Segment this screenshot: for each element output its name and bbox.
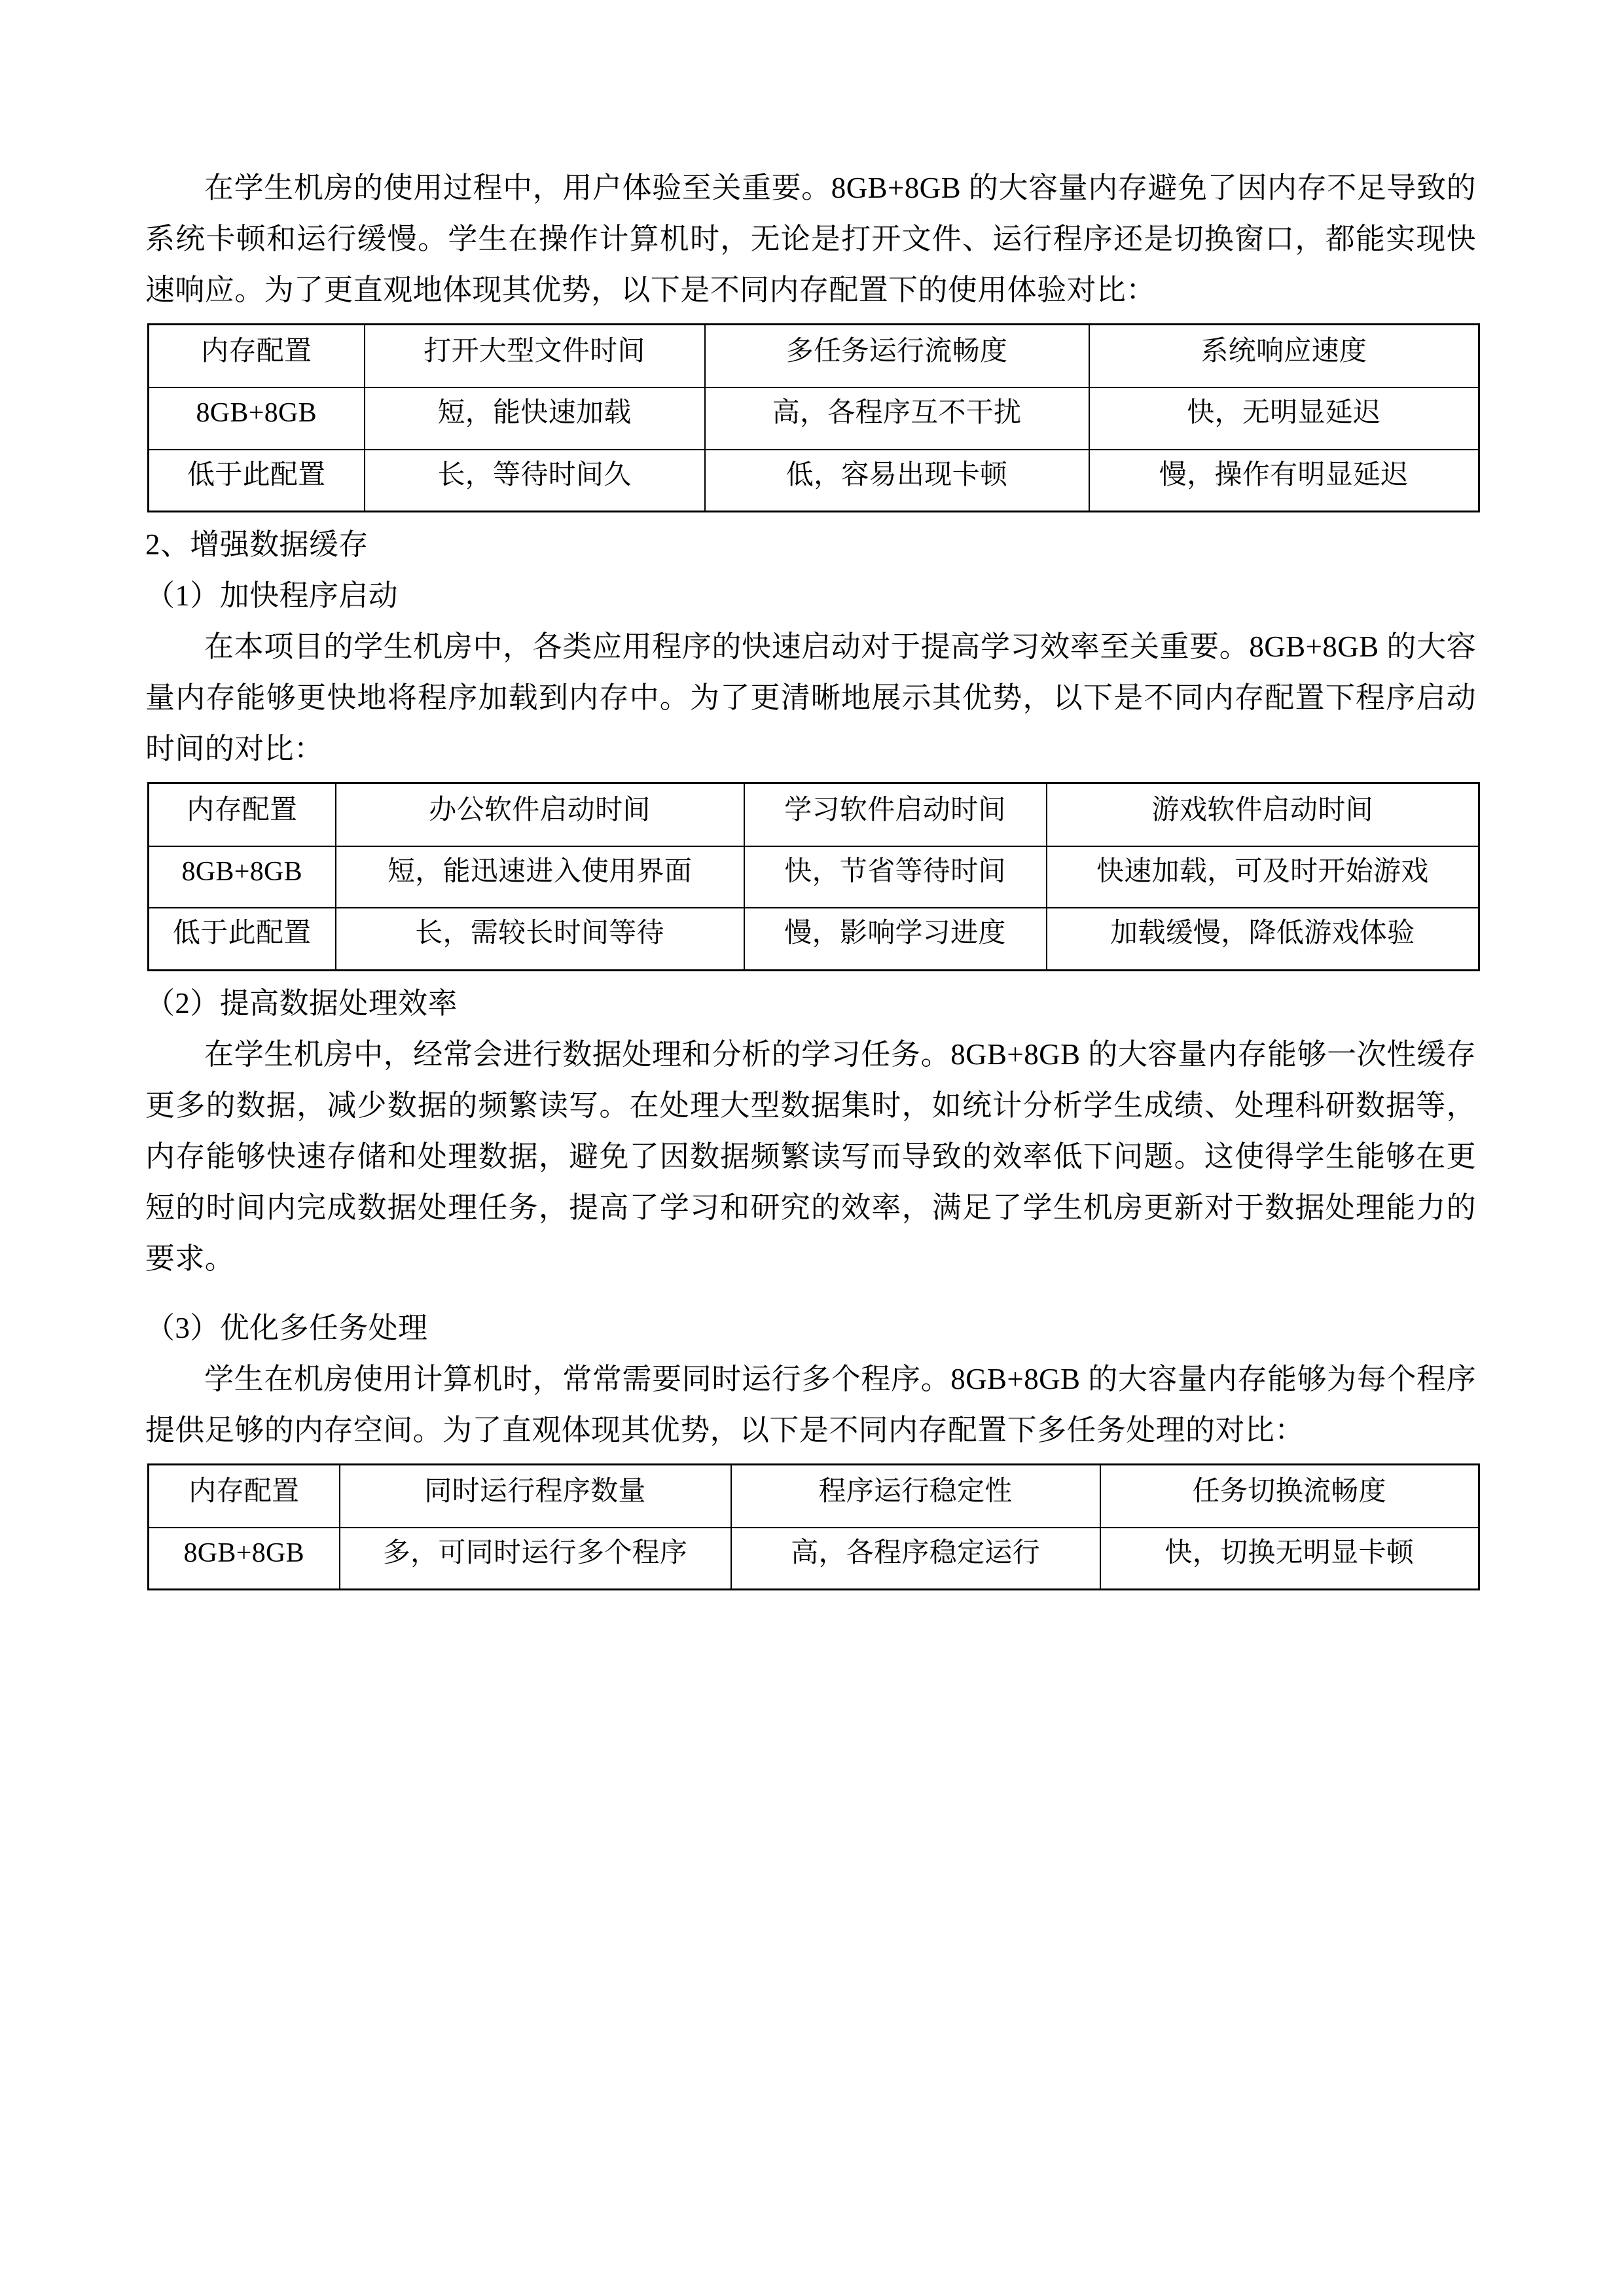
- table-cell: 低于此配置: [149, 908, 336, 970]
- spacer: [145, 1285, 1476, 1302]
- paragraph-user-experience: 在学生机房的使用过程中，用户体验至关重要。8GB+8GB 的大容量内存避免了因内存不足导致的系统卡顿和运行缓慢。学生在操作计算机时，无论是打开文件、运行程序还是切换窗口，都能实现快速响应。为了更直观地体现其优势，以下是不同内存配置下的使用体验对比：: [145, 171, 1476, 306]
- table-row: [149, 450, 1479, 512]
- table-cell: 高，各程序稳定运行: [731, 1528, 1100, 1590]
- heading-enhance-data-cache: 2、增强数据缓存: [145, 528, 369, 561]
- table-header-cell: 同时运行程序数量: [340, 1464, 731, 1528]
- table-cell: 长，等待时间久: [365, 450, 705, 512]
- spacer: [145, 1457, 1476, 1463]
- spacer: [145, 776, 1476, 782]
- spacer: [145, 512, 1476, 519]
- table-row: [149, 846, 1479, 908]
- table-cell: 8GB+8GB: [149, 846, 336, 908]
- table-cell: 慢，影响学习进度: [744, 908, 1047, 970]
- table-cell: 快，节省等待时间: [744, 846, 1047, 908]
- table-row: [149, 387, 1479, 449]
- table-program-launch-time-comparison: [147, 782, 1480, 971]
- table-header-cell: 打开大型文件时间: [365, 325, 705, 388]
- table-cell: 加载缓慢，降低游戏体验: [1047, 908, 1479, 970]
- table-multitasking-comparison: [147, 1463, 1480, 1591]
- table-usage-experience-comparison: [147, 323, 1480, 512]
- table-cell: 高，各程序互不干扰: [705, 387, 1089, 449]
- table-header-row: [149, 325, 1479, 388]
- table-cell: 短，能迅速进入使用界面: [336, 846, 744, 908]
- table-header-cell: 游戏软件启动时间: [1047, 783, 1479, 846]
- table-cell: 长，需较长时间等待: [336, 908, 744, 970]
- table-cell: 快速加载，可及时开始游戏: [1047, 846, 1479, 908]
- paragraph-data-processing: 在学生机房中，经常会进行数据处理和分析的学习任务。8GB+8GB 的大容量内存能够一次性缓存更多的数据，减少数据的频繁读写。在处理大型数据集时，如统计分析学生成绩、处理科研数据等，内存能够快速存储和处理数据，避免了因数据频繁读写而导致的效率低下问题。这使得学生能够在更短的时间内完成数据处理任务，提高了学习和研究的效率，满足了学生机房更新对于数据处理能力的要求。: [145, 1037, 1476, 1275]
- table-cell: 快，切换无明显卡顿: [1100, 1528, 1479, 1590]
- table-header-cell: 任务切换流畅度: [1100, 1464, 1479, 1528]
- table-cell: 低于此配置: [149, 450, 365, 512]
- table-header-cell: 内存配置: [149, 783, 336, 846]
- table-cell: 8GB+8GB: [149, 387, 365, 449]
- table-row: [149, 1528, 1479, 1590]
- table-cell: 低，容易出现卡顿: [705, 450, 1089, 512]
- paragraph-multitasking: 学生在机房使用计算机时，常常需要同时运行多个程序。8GB+8GB 的大容量内存能够为每个程序提供足够的内存空间。为了直观体现其优势，以下是不同内存配置下多任务处理的对比：: [145, 1362, 1476, 1446]
- table-row: [149, 908, 1479, 970]
- table-header-cell: 内存配置: [149, 1464, 340, 1528]
- heading-optimize-multitasking: （3）优化多任务处理: [145, 1311, 428, 1344]
- table-cell: 多，可同时运行多个程序: [340, 1528, 731, 1590]
- table-header-row: [149, 783, 1479, 846]
- table-header-cell: 学习软件启动时间: [744, 783, 1047, 846]
- table-header-cell: 办公软件启动时间: [336, 783, 744, 846]
- table-cell: 慢，操作有明显延迟: [1089, 450, 1479, 512]
- paragraph-program-launch: 在本项目的学生机房中，各类应用程序的快速启动对于提高学习效率至关重要。8GB+8GB 的大容量内存能够更快地将程序加载到内存中。为了更清晰地展示其优势，以下是不同内存配置下程序启动时间的对比：: [145, 630, 1476, 765]
- table-header-cell: 内存配置: [149, 325, 365, 388]
- spacer: [145, 971, 1476, 978]
- table-header-cell: 系统响应速度: [1089, 325, 1479, 388]
- table-header-cell: 多任务运行流畅度: [705, 325, 1089, 388]
- table-cell: 短，能快速加载: [365, 387, 705, 449]
- heading-accelerate-program-launch: （1）加快程序启动: [145, 579, 399, 612]
- spacer: [145, 317, 1476, 323]
- table-header-row: [149, 1464, 1479, 1528]
- table-cell: 快，无明显延迟: [1089, 387, 1479, 449]
- table-cell: 8GB+8GB: [149, 1528, 340, 1590]
- heading-improve-data-processing-efficiency: （2）提高数据处理效率: [145, 986, 458, 1020]
- table-header-cell: 程序运行稳定性: [731, 1464, 1100, 1528]
